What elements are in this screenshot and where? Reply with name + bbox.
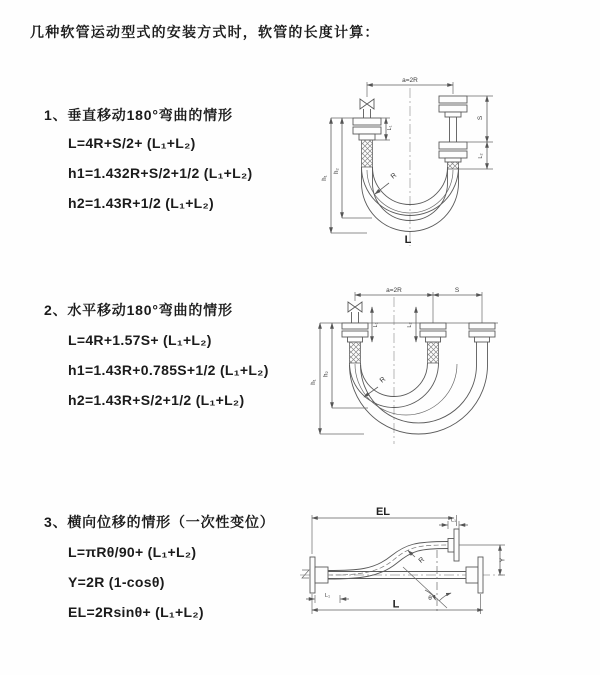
dim-label-el: EL: [375, 506, 391, 518]
dim-label-l1: L₁: [387, 125, 393, 131]
braided-hose-section: [350, 342, 361, 363]
dim-label-r: R: [389, 171, 399, 181]
break-mark: [302, 570, 309, 578]
section-1-formulas: [68, 128, 253, 218]
radius-callout: [364, 376, 387, 397]
middle-pipe-assembly: [420, 323, 446, 363]
valve-icon: [348, 302, 362, 323]
valve-icon: [360, 99, 374, 118]
dim-label-y: Y: [499, 557, 507, 563]
diagram-lateral-displacement: [298, 498, 523, 630]
formula-h1: h1=1.432R+S/2+1/2 (L₁+L₂): [68, 165, 253, 181]
braided-hose-section: [428, 342, 439, 363]
dimension-l1-left: [306, 593, 349, 603]
dimension-s: [433, 287, 482, 295]
hose-u-bend: [350, 363, 488, 434]
section-2-heading: 2、水平移动180°弯曲的情形: [44, 302, 233, 318]
right-flange-assembly: [466, 557, 483, 593]
left-pipe-assembly: [353, 118, 381, 167]
dimension-l1-top: [439, 518, 468, 530]
section-1-heading: 1、垂直移动180°弯曲的情形: [44, 107, 233, 123]
dim-label-l2: L₂: [407, 322, 413, 328]
section-2-formulas: [68, 325, 269, 415]
dimension-s: [467, 96, 493, 142]
dimension-l1: [372, 307, 379, 342]
s-curve-hose: [328, 542, 448, 580]
dim-label-h1: h₁: [322, 175, 328, 181]
dim-label-l: L: [392, 598, 400, 611]
dim-label-l1: L₁: [373, 322, 379, 328]
formula-y: Y=2R (1-cosθ): [68, 574, 165, 590]
dim-label-r: R: [378, 375, 388, 385]
formula-l: L=4R+S/2+ (L₁+L₂): [68, 135, 196, 151]
dim-label-l-total: L: [404, 234, 412, 246]
dimension-el: [312, 506, 457, 554]
left-flange-assembly: [310, 557, 328, 593]
angle-theta-construction: [403, 550, 451, 612]
formula-h1: h1=1.43R+0.785S+1/2 (L₁+L₂): [68, 362, 269, 378]
page-title: 几种软管运动型式的安装方式时，软管的长度计算：: [30, 24, 380, 40]
dimension-a2r: [355, 287, 482, 323]
right-pipe-assembly: [469, 323, 495, 365]
formula-h2: h2=1.43R+1/2 (L₁+L₂): [68, 195, 215, 211]
diagram-horizontal-180-bend: [306, 282, 506, 462]
dim-label-h2: h₂: [334, 168, 340, 174]
dim-label-s: S: [454, 287, 460, 294]
braided-hose-section: [362, 140, 373, 167]
dim-label-theta: θ: [428, 595, 432, 602]
left-pipe-assembly: [342, 323, 368, 363]
dim-label-r: R: [417, 556, 427, 565]
dim-label-s: S: [477, 115, 484, 121]
formula-el: EL=2Rsinθ+ (L₁+L₂): [68, 604, 204, 620]
formula-l: L=4R+1.57S+ (L₁+L₂): [68, 332, 212, 348]
right-pipe-assembly: [439, 96, 467, 169]
dim-label-h1: h₁: [311, 379, 317, 385]
dim-label-l1: L₁: [325, 593, 330, 599]
displaced-flange-assembly: [448, 529, 459, 561]
radius-callout: [408, 551, 426, 565]
formula-h2: h2=1.43R+S/2+1/2 (L₁+L₂): [68, 392, 245, 408]
section-3-heading: 3、横向位移的情形（一次性变位）: [44, 514, 275, 530]
section-3-formulas: [68, 537, 204, 627]
dim-label-l2: L₂: [478, 153, 484, 159]
formula-l: L=πRθ/90+ (L₁+L₂): [68, 544, 197, 560]
braided-hose-section: [448, 162, 459, 169]
dimension-l2: [407, 307, 416, 342]
dim-label-a2r: a=2R: [386, 287, 402, 294]
dimension-l-total: [312, 594, 483, 614]
diagram-vertical-180-bend: [305, 66, 505, 252]
radius-callout: [375, 172, 398, 194]
dim-label-h2: h₂: [323, 371, 330, 377]
dim-label-l1: L₁: [451, 517, 456, 524]
dim-label-a2r: a=2R: [402, 77, 418, 84]
